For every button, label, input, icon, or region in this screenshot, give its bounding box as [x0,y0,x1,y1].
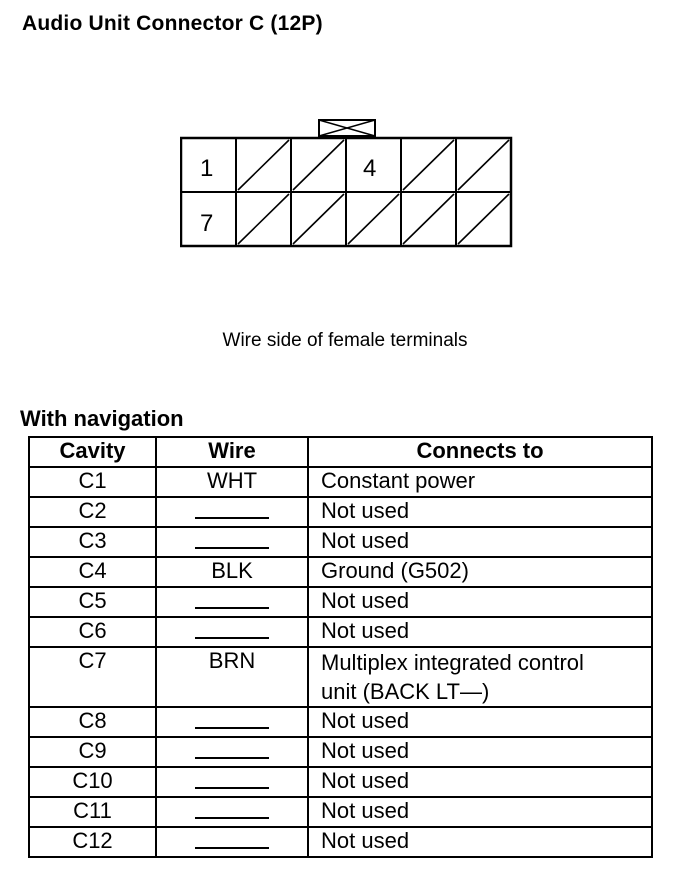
connects-to-cell: Not used [308,767,652,797]
table-row [29,587,652,617]
table-row [29,737,652,767]
cavity-cell: C4 [29,557,156,587]
no-wire-dash [195,547,269,549]
cavity-cell: C7 [29,647,156,707]
table-row [29,767,652,797]
cavity-label-4: 4 [363,155,377,182]
connects-to-cell: Not used [308,797,652,827]
cavity-cell: C2 [29,497,156,527]
table-header-row [29,437,652,467]
wire-cell: WHT [156,467,308,497]
wire-cell [156,707,308,737]
cavity-cell: C3 [29,527,156,557]
connects-to-cell: Not used [308,707,652,737]
section-heading: With navigation [20,406,184,431]
wire-cell [156,797,308,827]
wire-cell [156,527,308,557]
pinout-table [28,436,653,858]
table-row [29,797,652,827]
header-wire: Wire [156,437,308,467]
header-connects-to: Connects to [308,437,652,467]
no-wire-dash [195,757,269,759]
diagram-title: Audio Unit Connector C (12P) [22,12,323,35]
diagram-caption: Wire side of female terminals [222,330,468,351]
table-row [29,647,652,707]
wire-cell [156,827,308,857]
connects-to-cell [308,647,652,707]
table-row [29,617,652,647]
connects-to-cell: Not used [308,587,652,617]
cavity-label-1: 1 [200,155,214,182]
wire-cell: BRN [156,647,308,707]
table-row [29,527,652,557]
cavity-cell: C11 [29,797,156,827]
table-row [29,827,652,857]
cavity-cell: C8 [29,707,156,737]
header-cavity: Cavity [29,437,156,467]
cavity-cell: C6 [29,617,156,647]
table-row [29,707,652,737]
connects-to-cell: Not used [308,617,652,647]
connects-to-line: unit (BACK LT—) [321,679,490,704]
connects-to-cell: Constant power [308,467,652,497]
no-wire-dash [195,817,269,819]
wire-cell [156,767,308,797]
cavity-cell: C10 [29,767,156,797]
no-wire-dash [195,637,269,639]
wire-cell [156,737,308,767]
no-wire-dash [195,727,269,729]
connects-to-cell: Not used [308,497,652,527]
cavity-cell: C12 [29,827,156,857]
wire-cell: BLK [156,557,308,587]
cavity-cell: C1 [29,467,156,497]
wire-cell [156,497,308,527]
no-wire-dash [195,787,269,789]
table-row [29,557,652,587]
connects-to-cell: Not used [308,527,652,557]
no-wire-dash [195,517,269,519]
connects-to-cell: Not used [308,827,652,857]
no-wire-dash [195,847,269,849]
connects-to-line: Multiplex integrated control [321,650,584,675]
cavity-label-7: 7 [200,210,214,237]
table-row [29,497,652,527]
connects-to-cell: Not used [308,737,652,767]
wire-cell [156,617,308,647]
wire-cell [156,587,308,617]
no-wire-dash [195,607,269,609]
connects-to-cell: Ground (G502) [308,557,652,587]
connector-diagram [180,119,516,249]
cavity-cell: C9 [29,737,156,767]
cavity-cell: C5 [29,587,156,617]
table-row [29,467,652,497]
